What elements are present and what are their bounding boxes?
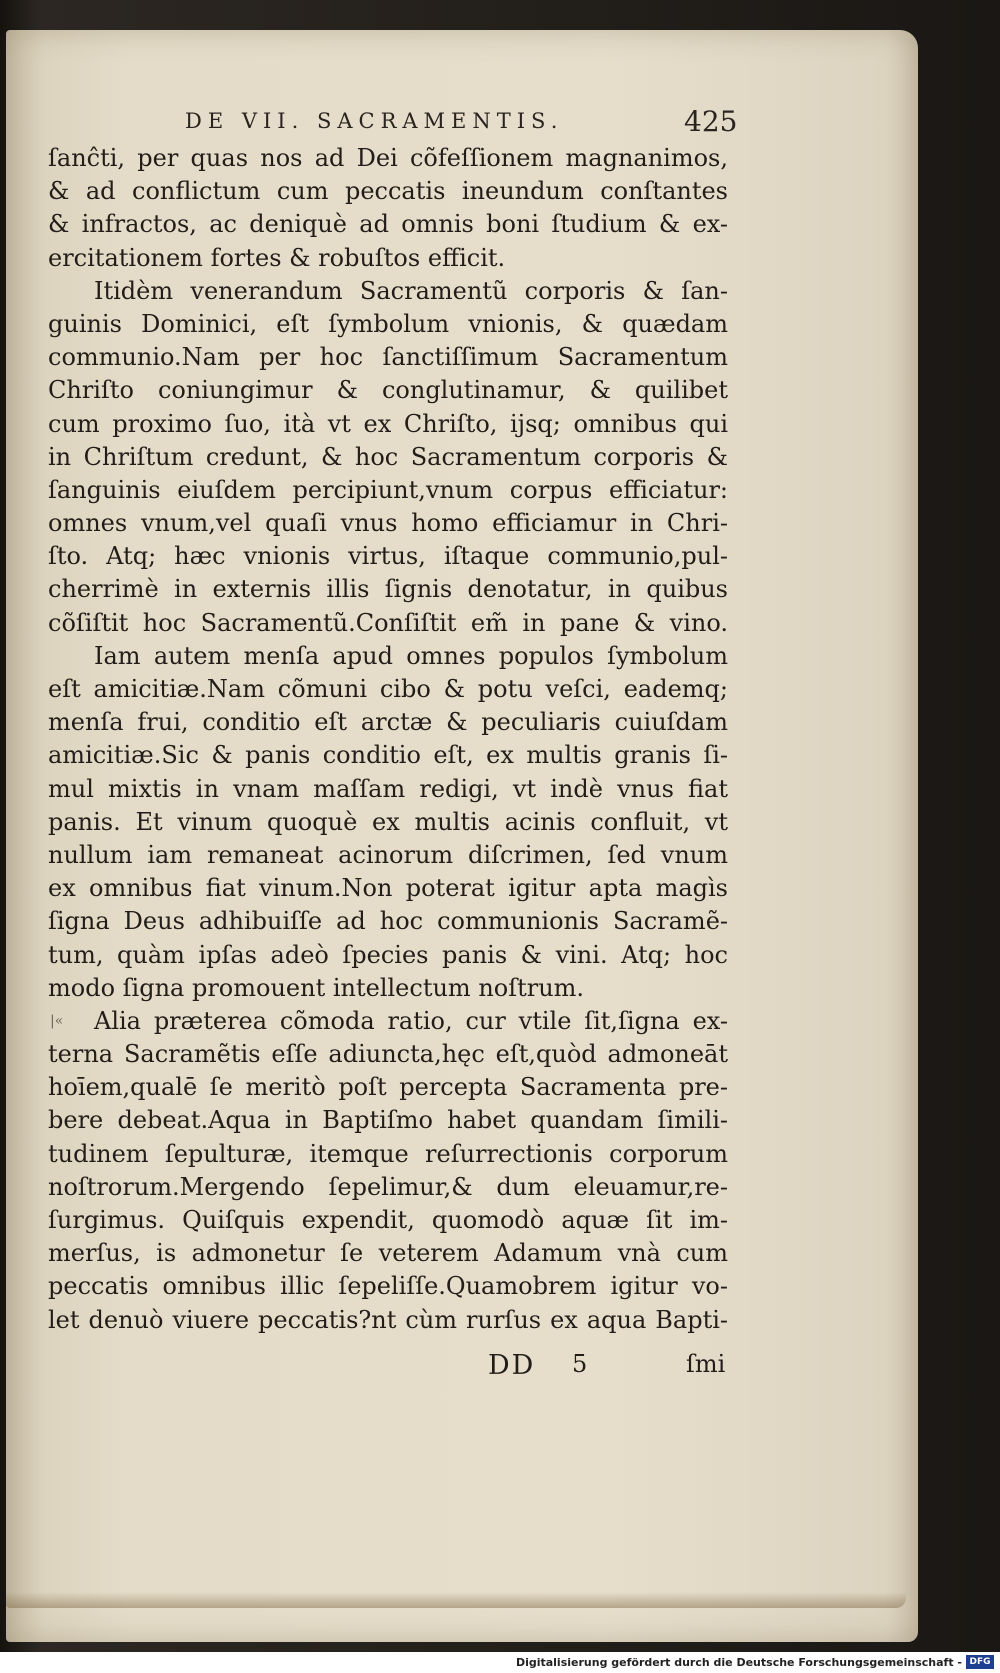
text-line: let denuò viuere peccatis?nt cùm rurſus ex aqua Bapti-: [48, 1305, 728, 1334]
footer-bar: [0, 1652, 1000, 1673]
text-line: communio.Nam per hoc ſanctiſſimum Sacramentum: [48, 343, 728, 372]
text-line: & infractos, ac deniquè ad omnis boni ſtudium & ex-: [48, 210, 728, 239]
text-line: bere debeat.Aqua in Baptiſmo habet quandam ſimili-: [48, 1106, 728, 1135]
text-line: omnes vnum,vel quaſi vnus homo efficiamur in Chri-: [48, 509, 728, 538]
text-line-with-margin-mark: [48, 1005, 728, 1038]
text-line: menſa frui, conditio eſt arctæ & peculiaris cuiuſdam: [48, 708, 728, 737]
text-line: ſto. Atq; hæc vnionis virtus, iſtaque communio,pul-: [48, 542, 728, 571]
text-line: ex omnibus fiat vinum.Non poterat igitur apta magìs: [48, 874, 728, 903]
text-line: Alia præterea cõmoda ratio, cur vtile ſit,ſigna ex-: [94, 1006, 728, 1035]
text-line: cum proximo ſuo, ità vt ex Chriſto, ijsq; omnibus qui: [48, 409, 728, 438]
text-line: Iam autem menſa apud omnes populos ſymbolum: [94, 641, 728, 670]
text-line: hoīem,qualē ſe meritò poſt percepta Sacramenta pre-: [48, 1073, 728, 1102]
page-edge-shadow: [6, 1592, 906, 1608]
signature-line: [488, 1350, 730, 1386]
text-line: ercitationem fortes & robuſtos efficit.: [48, 243, 506, 272]
catchword: ſmi: [686, 1350, 726, 1378]
dfg-logo: DFG: [966, 1655, 994, 1669]
text-line: ſurgimus. Quiſquis expendit, quomodò aquæ ſit im-: [48, 1206, 728, 1234]
text-line: guinis Dominici, eſt ſymbolum vnionis, & quædam: [48, 309, 728, 338]
text-line: cherrimè in externis illis ſignis denotatur, in quibus: [48, 575, 728, 604]
margin-mark: |«: [50, 1012, 64, 1029]
text-line: ſanguinis eiuſdem percipiunt,vnum corpus efficiatur:: [48, 475, 728, 504]
text-line: nullum iam remaneat acinorum diſcrimen, ſed vnum: [48, 840, 728, 869]
text-line: Chriſto coniungimur & conglutinamur, & quilibet: [48, 376, 728, 405]
text-line: tudinem ſepulturæ, itemque reſurrectionis corporum: [48, 1139, 728, 1168]
signature-number: 5: [572, 1350, 588, 1378]
signature-mark: DD: [488, 1350, 536, 1381]
text-line: ſanĉti, per quas nos ad Dei cõfeſſionem magnanimos,: [48, 144, 728, 172]
footer-credit: Digitalisierung gefördert durch die Deutsche Forschungsgemeinschaft -: [515, 1656, 962, 1669]
text-line: terna Sacramẽtis eſſe adiuncta,hęc eſt,quòd admoneāt: [48, 1040, 728, 1069]
text-line: & ad conflictum cum peccatis ineundum conſtantes: [48, 177, 728, 206]
text-line: in Chriſtum credunt, & hoc Sacramentum corporis &: [48, 442, 728, 471]
text-line: noſtrorum.Mergendo ſepelimur,& dum eleuamur,re-: [48, 1172, 728, 1201]
text-line: amicitiæ.Sic & panis conditio eſt, ex multis granis ſi-: [48, 741, 728, 770]
text-line: cõſiſtit hoc Sacramentũ.Conſiſtit em̃ in pane & vino.: [48, 608, 728, 637]
text-line: mul mixtis in vnam maſſam redigi, vt indè vnus fiat: [48, 774, 728, 803]
text-line: eſt amicitiæ.Nam cõmuni cibo & potu veſci, eademq;: [48, 675, 728, 703]
text-line: panis. Et vinum quoquè ex multis acinis confluit, vt: [48, 807, 728, 836]
text-line: merſus, is admonetur ſe veterem Adamum vnà cum: [48, 1239, 728, 1268]
page-number: 425: [684, 105, 738, 138]
body-text: [48, 142, 728, 1337]
text-line: tum, quàm ipſas adeò ſpecies panis & vini. Atq; hoc: [48, 940, 728, 969]
text-line: ſigna Deus adhibuiſſe ad hoc communionis Sacramẽ-: [48, 907, 728, 936]
text-line: Itidèm venerandum Sacramentũ corporis & ſan-: [94, 276, 728, 305]
text-line: peccatis omnibus illic ſepeliſſe.Quamobrem igitur vo-: [48, 1272, 728, 1301]
running-head: DE VII. SACRAMENTIS.: [185, 109, 564, 133]
text-line: modo ſigna promouent intellectum noſtrum.: [48, 973, 585, 1002]
